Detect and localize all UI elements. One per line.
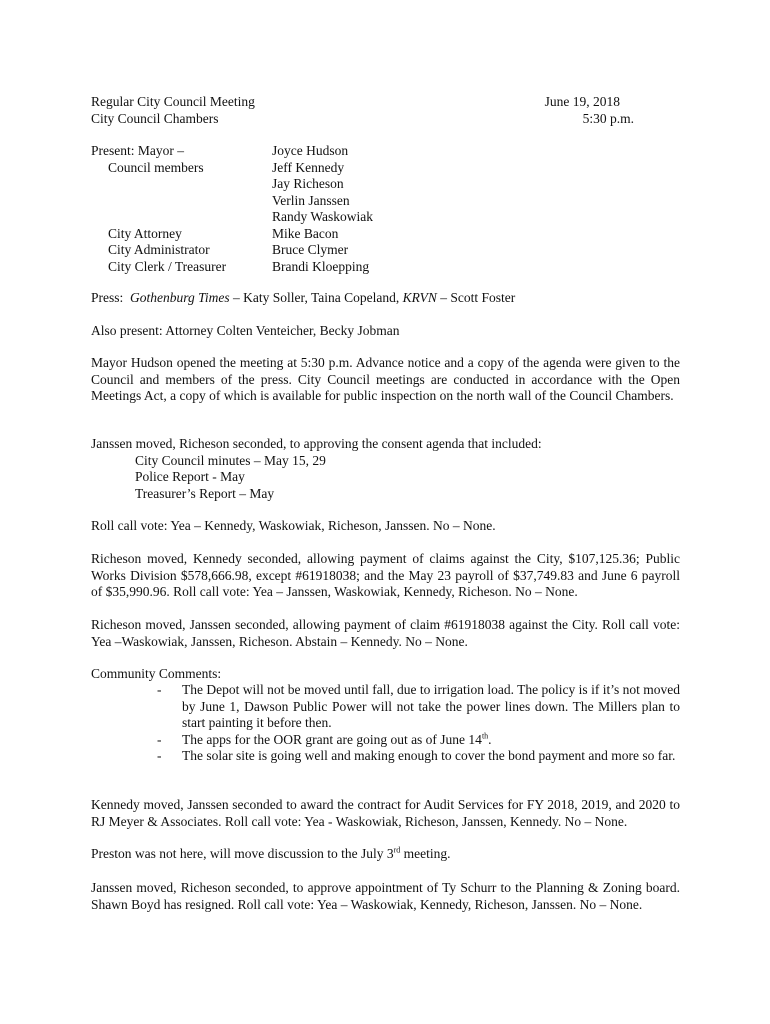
comment-text: .: [488, 731, 492, 747]
preston-note: [91, 846, 680, 863]
superscript: th: [481, 731, 489, 740]
press-line: [91, 290, 680, 307]
attendee-name: Verlin Janssen: [272, 192, 350, 208]
note-text: Preston was not here, will move discussion to the July 3: [91, 846, 394, 861]
community-comments-list: [91, 682, 680, 765]
bullet-dash: -: [157, 682, 162, 697]
bullet-dash: -: [157, 748, 162, 763]
consent-item: City Council minutes – May 15, 29: [135, 452, 326, 468]
comment-bullet: [91, 732, 680, 749]
claims-motion: Richeson moved, Kennedy seconded, allowing payment of claims against the City, $107,125.36; Public Works Division $578,666.98, except #61918038; and the May 23 payroll of $37,749.83 and June 6 payroll of $35,990.96. Roll call vote: Yea – Janssen, Waskowiak, Kennedy, Richeson. No – None.: [91, 551, 680, 599]
comment-text: The Depot will not be moved until fall, due to irrigation load. The policy is if it’s not moved by June 1, Dawson Public Power will not take the power lines down. The Millers plan to start painting it before then.: [182, 682, 680, 730]
community-comments-heading: Community Comments:: [91, 666, 222, 681]
consent-agenda: [91, 436, 680, 502]
attendee-name: Mike Bacon: [272, 225, 339, 241]
comment-text: The apps for the OOR grant are going out as of June 14: [182, 731, 482, 747]
attendee-role: Council members: [108, 159, 204, 175]
attendee-name: Randy Waskowiak: [272, 209, 374, 224]
audit-motion: Kennedy moved, Janssen seconded to award the contract for Audit Services for FY 2018, 2019, and 2020 to RJ Meyer & Associates. Roll call vote: Yea - Waskowiak, Richeson, Janssen, Kennedy. No – None.: [91, 797, 680, 829]
note-text: meeting.: [400, 846, 451, 861]
press-outlet: Gothenburg Times: [130, 290, 230, 305]
press-reporters: – Katy Soller, Taina Copeland,: [229, 290, 403, 305]
press-label: Press:: [91, 290, 131, 305]
also-present: Also present: Attorney Colten Venteicher, Becky Jobman: [91, 323, 400, 338]
meeting-time: 5:30 p.m.: [582, 110, 634, 126]
opening-paragraph: Mayor Hudson opened the meeting at 5:30 p.m. Advance notice and a copy of the agenda were given to the Council and members of the press. City Council meetings are conducted in accordance with the Open Meetings Act, a copy of which is available for public inspection on the north wall of the Council Chambers.: [91, 355, 680, 403]
attendee-name: Jeff Kennedy: [272, 159, 345, 175]
attendance-list: [91, 143, 680, 275]
consent-intro: Janssen moved, Richeson seconded, to approving the consent agenda that included:: [91, 436, 542, 451]
meeting-location: City Council Chambers: [91, 110, 219, 126]
meeting-title: Regular City Council Meeting: [91, 94, 255, 109]
consent-item: Police Report - May: [135, 469, 245, 484]
appointment-motion: Janssen moved, Richeson seconded, to approve appointment of Ty Schurr to the Planning & Zoning board. Shawn Boyd has resigned. Roll call vote: Yea – Waskowiak, Kennedy, Richeson, Janssen. No – None.: [91, 880, 680, 912]
attendee-name: Joyce Hudson: [272, 143, 349, 158]
press-reporters: – Scott Foster: [436, 290, 516, 305]
roll-call-vote: Roll call vote: Yea – Kennedy, Waskowiak, Richeson, Janssen. No – None.: [91, 518, 496, 533]
claim-motion-2: Richeson moved, Janssen seconded, allowing payment of claim #61918038 against the City. Roll call vote: Yea –Waskowiak, Janssen, Richeson. Abstain – Kennedy. No – None.: [91, 617, 680, 649]
header: [91, 94, 680, 127]
attendee-role: City Attorney: [108, 225, 182, 241]
bullet-dash: -: [157, 731, 162, 747]
meeting-date: June 19, 2018: [544, 94, 620, 109]
comment-bullet: [91, 748, 680, 765]
attendee-name: Jay Richeson: [272, 176, 344, 191]
press-outlet: KRVN: [402, 290, 437, 305]
consent-item: Treasurer’s Report – May: [135, 485, 275, 501]
comment-bullet: [91, 682, 680, 732]
superscript: rd: [393, 845, 401, 855]
comment-text: The solar site is going well and making enough to cover the bond payment and more so far.: [182, 748, 676, 763]
present-label: Present: Mayor –: [91, 143, 184, 158]
attendee-name: Brandi Kloepping: [272, 258, 370, 274]
attendee-role: City Clerk / Treasurer: [108, 258, 227, 274]
attendee-role: City Administrator: [108, 242, 210, 257]
attendee-name: Bruce Clymer: [272, 242, 349, 257]
